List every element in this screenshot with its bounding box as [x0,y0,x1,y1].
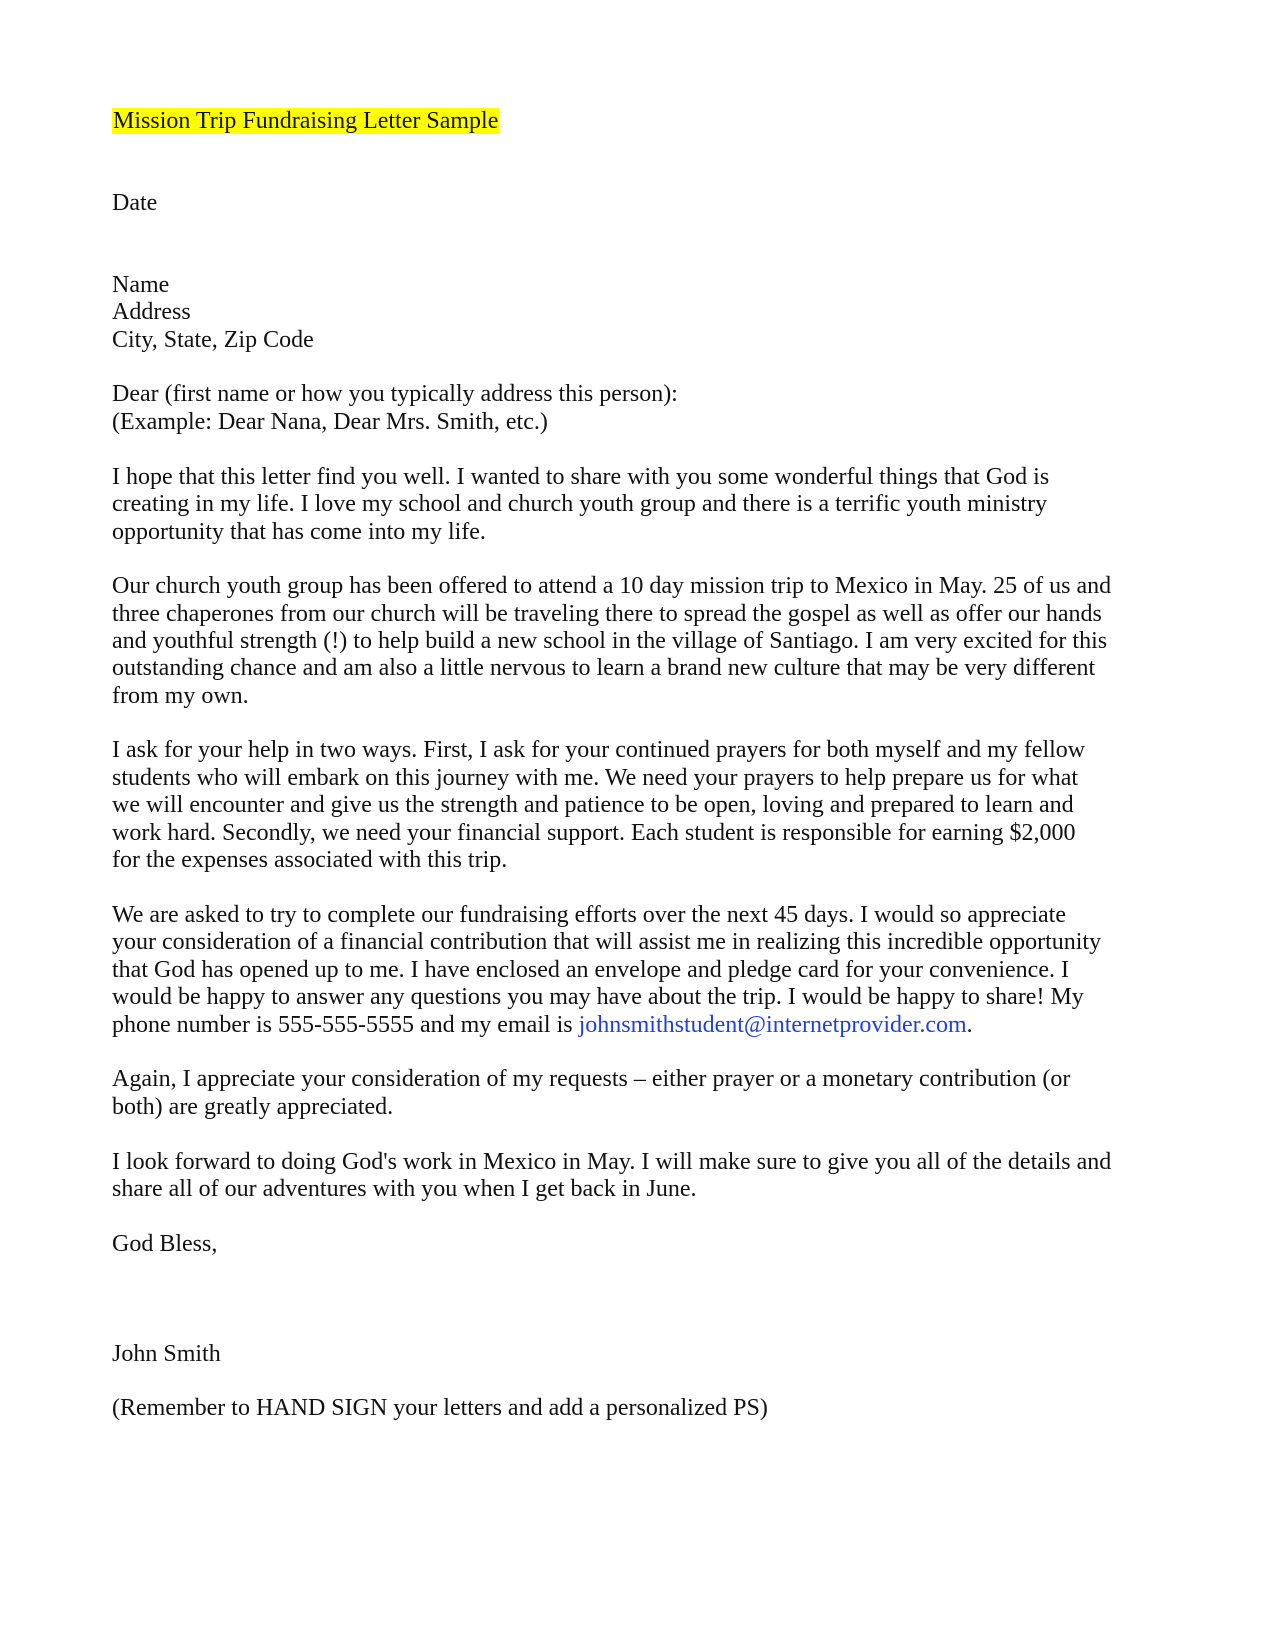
date-line: Date [112,190,158,216]
paragraph4-line: We are asked to try to complete our fundraising efforts over the next 45 days. I would so appreciate [112,902,1066,928]
paragraph6-line: I look forward to doing God's work in Mexico in May. I will make sure to give you all of the details and [112,1149,1112,1175]
letter-title [112,107,499,135]
reminder-note: (Remember to HAND SIGN your letters and add a personalized PS) [112,1395,768,1421]
contact-period: . [966,1012,973,1038]
salutation-example: (Example: Dear Nana, Dear Mrs. Smith, etc.) [112,409,548,435]
recipient-name: Name [112,272,170,298]
contact-text: phone number is 555-555-5555 and my email is [112,1012,579,1038]
signature-name: John Smith [112,1341,221,1367]
paragraph4-line: that God has opened up to me. I have enclosed an envelope and pledge card for your convenience. I [112,957,1069,983]
paragraph2-line: and youthful strength (!) to help build a new school in the village of Santiago. I am very excited for this [112,628,1108,654]
title-highlight: Mission Trip Fundraising Letter Sample [113,108,499,134]
recipient-address: Address [112,299,191,325]
paragraph1-line: creating in my life. I love my school and church youth group and there is a terrific youth ministry [112,491,1048,517]
paragraph2-line: three chaperones from our church will be traveling there to spread the gospel as well as offer our hands [112,601,1102,627]
paragraph2-line: outstanding chance and am also a little nervous to learn a brand new culture that may be very different [112,655,1096,681]
closing: God Bless, [112,1231,218,1257]
paragraph1-line: I hope that this letter find you well. I wanted to share with you some wonderful things that God is [112,464,1050,490]
paragraph2-line: from my own. [112,683,249,709]
paragraph1-line: opportunity that has come into my life. [112,519,486,545]
paragraph3-line: for the expenses associated with this trip. [112,847,508,873]
paragraph3-line: students who will embark on this journey with me. We need your prayers to help prepare us for what [112,765,1079,791]
salutation-line: Dear (first name or how you typically address this person): [112,381,678,407]
paragraph5-line: Again, I appreciate your consideration of my requests – either prayer or a monetary contribution (or [112,1066,1071,1092]
paragraph4-contact-line [112,1011,973,1039]
paragraph5-line: both) are greatly appreciated. [112,1094,394,1120]
paragraph4-line: would be happy to answer any questions you may have about the trip. I would be happy to share! My [112,984,1084,1010]
paragraph4-line: your consideration of a financial contribution that will assist me in realizing this incredible opportunity [112,929,1102,955]
paragraph3-line: I ask for your help in two ways. First, I ask for your continued prayers for both myself and my fellow [112,737,1086,763]
paragraph3-line: work hard. Secondly, we need your financial support. Each student is responsible for earning $2,000 [112,820,1076,846]
recipient-city-state-zip: City, State, Zip Code [112,327,314,353]
paragraph6-line: share all of our adventures with you when I get back in June. [112,1176,697,1202]
paragraph2-line: Our church youth group has been offered to attend a 10 day mission trip to Mexico in May. 25 of us and [112,573,1112,599]
email-link[interactable]: johnsmithstudent@internetprovider.com [578,1012,967,1038]
paragraph3-line: we will encounter and give us the strength and patience to be open, loving and prepared to learn and [112,792,1074,818]
